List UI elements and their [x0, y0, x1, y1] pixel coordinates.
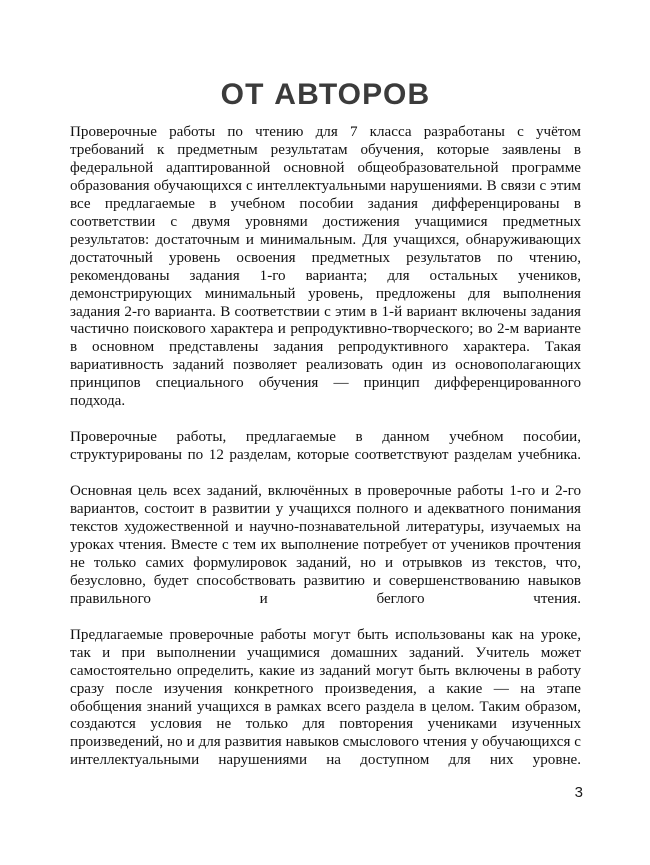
paragraph-3: Основная цель всех заданий, включённых в проверочные работы 1-го и 2-го вариантов, состоит в развитии у учащихся полного и адекватного понимания текстов художественной и научно-познавательной литературы, изучаемых на уроках чтения. Вместе с тем их выполнение потребует от учеников прочтения не только самих формулировок заданий, но и отрывков из текстов, что, безусловно, будет способствовать развитию и совершенствованию навыков правильного и беглого чтения. — [70, 483, 581, 607]
paragraph-1: Проверочные работы по чтению для 7 класса разработаны с учётом требований к предметным результатам обучения, которые заявлены в федеральной адаптированной основной общеобразовательной программе образования обучающихся с интеллектуальными нарушениями. В связи с этим все предлагаемые в учебном пособии задания дифференцированы в соответствии с двумя уровнями достижения учащимися предметных результатов: достаточным и минимальным. Для учащихся, обнаруживающих достаточный уровень освоения предметных результатов по чтению, рекомендованы задания 1-го варианта; для остальных учеников, демонстрирующих минимальный уровень, предложены для выполнения задания 2-го варианта. В соответствии с этим в 1-й вариант включены задания частично поискового характера и репродуктивно-творческого; во 2-м варианте в основном представлены задания репродуктивного характера. Такая вариативность заданий позволяет реализовать один из основополагающих принципов специального обучения — принцип дифференцированного подхода. — [70, 124, 581, 410]
paragraph-4: Предлагаемые проверочные работы могут быть использованы как на уроке, так и при выполнении учащимися домашних заданий. Учитель может самостоятельно определить, какие из заданий могут быть включены в работу сразу после изучения конкретного произведения, а какие — на этапе обобщения знаний учащихся в рамках всего раздела в целом. Таким образом, создаются условия не только для повторения учениками изученных произведений, но и для развития навыков смыслового чтения у обучающихся с интеллектуальными нарушениями на доступном для них уровне. — [70, 626, 581, 769]
page-number: 3 — [574, 784, 583, 801]
body-text-block — [70, 124, 581, 788]
page-title: ОТ АВТОРОВ — [220, 78, 431, 111]
paragraph-2: Проверочные работы, предлагаемые в данном учебном пособии, структурированы по 12 разделам, которые соответствуют разделам учебника. — [70, 429, 581, 464]
page-content — [70, 78, 581, 788]
